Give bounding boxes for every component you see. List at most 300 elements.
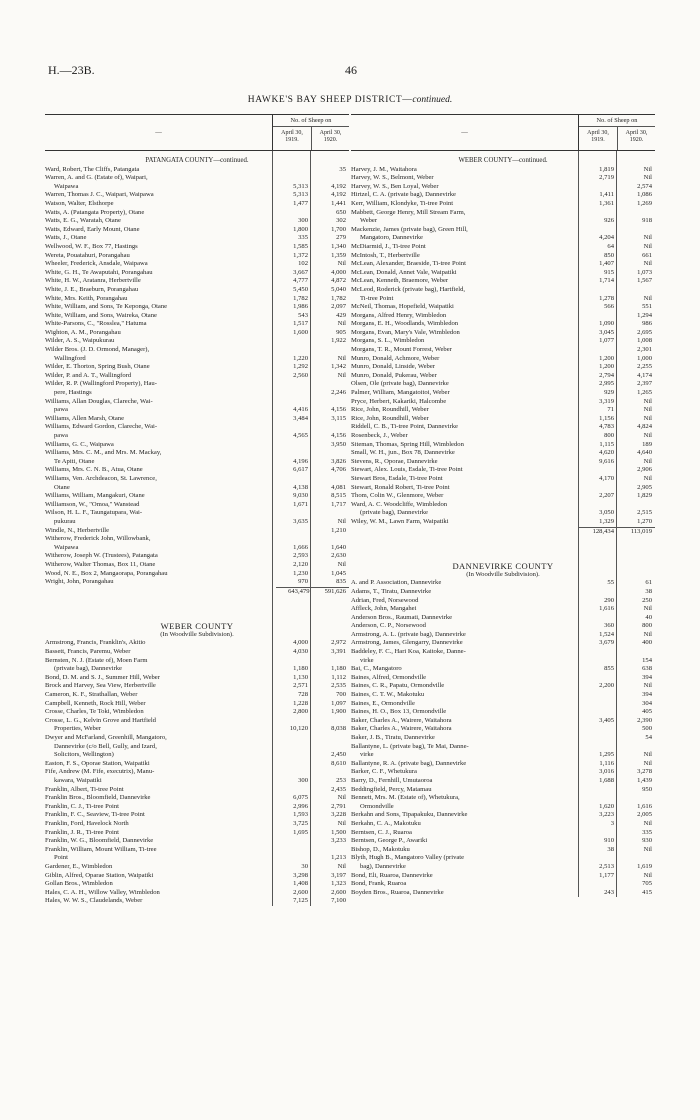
sheep-1919: 4,204: [599, 234, 614, 242]
sheep-1919: 4,565: [293, 432, 308, 439]
sheep-1919: 800: [604, 432, 614, 439]
sheep-1919: 2,513: [599, 862, 614, 870]
sheep-1920: 1,567: [637, 277, 652, 285]
sheep-1920: Nil: [337, 260, 346, 268]
table-row: [351, 398, 655, 407]
sheep-1919: 9,616: [599, 457, 614, 465]
table-row: [45, 846, 349, 863]
sheep-1920: 5,040: [331, 285, 346, 293]
table-row: [351, 880, 655, 889]
sheep-1919: 55: [607, 579, 614, 587]
sheep-1919: 4,620: [599, 449, 614, 457]
owner-name: Siteman, Thomas, Spring Hill, Wimbledon: [351, 440, 464, 448]
sheep-1919: 1,180: [293, 665, 308, 673]
sheep-1919: 2,794: [599, 371, 614, 379]
sheep-1919: 1,600: [293, 328, 308, 336]
table-row: [351, 622, 655, 631]
sheep-1920: 986: [642, 320, 652, 328]
sheep-1920: 2,301: [637, 346, 652, 354]
table-row: [351, 449, 655, 458]
owner-name: Stewart, Ronald Robert, Ti-tree Point: [351, 483, 450, 491]
owner-name: Adams, T., Tiratu, Dannevirke: [351, 587, 432, 595]
sheep-1919: 2,593: [293, 552, 308, 560]
table-row: [351, 183, 655, 192]
table-row: [351, 329, 655, 338]
owner-name: Baddeley, F. C., Hari Koa, Kaitoke, Danne- virke: [351, 648, 466, 664]
owner-name: Crosse, L. G., Kelvin Grove and Hartfield Properties, Weber: [45, 716, 156, 733]
sheep-1920: 1,616: [637, 802, 652, 810]
sheep-1920: 40: [645, 613, 652, 621]
table-row: [351, 432, 655, 441]
sheep-1920: 700: [336, 691, 346, 699]
table-row: [351, 682, 655, 691]
sheep-1920: 189: [642, 440, 652, 448]
table-row: [351, 209, 655, 226]
owner-name: Williams, Mrs. C. M., and Mrs. M. Mackay, Te Apiti, Otane: [45, 449, 162, 465]
owner-name: Rosenbeck, J., Weber: [351, 432, 408, 439]
sheep-1920: Nil: [643, 871, 652, 879]
owner-name: Ballantyne, L. (private bag), Te Mai, Danne- virke: [351, 742, 469, 759]
owner-name: Ward, A. C. Woodcliffe, Wimbledon (private bag), Dannevirke: [351, 500, 448, 517]
owner-name: Wilder, R. P. (Wallingford Property), Hau- pere, Hastings: [45, 380, 157, 397]
name-column-header: —: [155, 129, 162, 136]
table-row: [351, 518, 655, 527]
table-row: [351, 423, 655, 432]
sheep-1919: 3,484: [293, 414, 308, 422]
sheep-1920: Nil: [643, 260, 652, 268]
owner-name: Franklin, Ford, Havelock North: [45, 819, 129, 827]
table-row: [45, 329, 349, 338]
title-main: HAWKE'S BAY SHEEP DISTRICT—: [247, 95, 413, 105]
year-1920-header: April 30, 1920.: [311, 127, 349, 150]
sheep-1920: 4,156: [331, 432, 346, 439]
sheep-1920: 1,359: [331, 251, 346, 259]
section-subheading: (In Woodville Subdivision).: [160, 630, 234, 638]
sheep-1920: Nil: [643, 759, 652, 767]
owner-name: White, J. E., Braeburn, Porangahau: [45, 285, 139, 293]
sheep-1920: 1,265: [637, 389, 652, 397]
owner-name: Franklin, Albert, Ti-tree Point: [45, 785, 124, 793]
sheep-1920: 2,972: [331, 639, 346, 647]
left-table-body: [45, 151, 349, 906]
sheep-1920: 4,192: [331, 191, 346, 199]
sheep-1920: Nil: [337, 794, 346, 802]
sheep-1920: 1,086: [637, 191, 652, 199]
sheep-1920: Nil: [643, 174, 652, 182]
owner-name: Anderson Bros., Raumati, Dannevirke: [351, 613, 453, 621]
table-row: [45, 786, 349, 795]
sheep-1920: 304: [642, 699, 652, 707]
owner-name: Armstrong, James, Glengarry, Dannevirke: [351, 639, 463, 647]
sheep-1920: Nil: [643, 397, 652, 405]
sheep-1920: 4,706: [331, 466, 346, 474]
owner-name: Wilder, P. and A. T., Wallingford: [45, 371, 132, 379]
sheep-1920: 2,255: [637, 363, 652, 371]
sheep-1919: 1,372: [293, 251, 308, 259]
page-title: [0, 95, 700, 105]
sheep-1920: 279: [336, 234, 346, 242]
sheep-1919: 7,125: [293, 897, 308, 905]
sheep-1920: 3,228: [331, 811, 346, 819]
table-row: [351, 811, 655, 820]
sheep-1920: 835: [336, 578, 346, 586]
sheep-1920: 2,515: [637, 509, 652, 517]
owner-name: Palmer, William, Mangatoitoi, Weber: [351, 389, 450, 397]
owner-name: Berkahn and Sons, Tipapakuku, Dannevirke: [351, 811, 468, 819]
owner-name: Mackenzie, James (private bag), Green Hill, Mangatoro, Dannevirke: [351, 225, 468, 242]
table-row: [45, 829, 349, 838]
owner-name: Baker, J. B., Tiratu, Dannevirke: [351, 734, 435, 741]
sheep-1919: 3,667: [293, 268, 308, 276]
table-row: [351, 605, 655, 614]
table-row: [45, 415, 349, 424]
table-row: [351, 648, 655, 665]
sheep-1919: 915: [604, 268, 614, 276]
sheep-1920: 1,323: [331, 880, 346, 888]
table-row: [45, 295, 349, 304]
owner-name: Baines, Alfred, Ormondville: [351, 673, 427, 681]
owner-name: Thom, Colin W., Glenmore, Weber: [351, 492, 444, 500]
table-row: [45, 217, 349, 226]
sheep-1920: 500: [642, 725, 652, 733]
sheep-1920: 2,905: [637, 483, 652, 491]
table-row: [45, 734, 349, 760]
sheep-1920: 302: [336, 217, 346, 225]
total-1920: 591,626: [313, 587, 350, 597]
sheep-1919: 1,477: [293, 199, 308, 207]
owner-name: Morgans, Evan, Mary's Vale, Wimbledon: [351, 328, 460, 336]
table-row: [45, 552, 349, 561]
sheep-1919: 1,800: [293, 225, 308, 233]
table-row: [351, 286, 655, 303]
table-row: [351, 346, 655, 355]
table-row: [351, 166, 655, 175]
sheep-1920: 2,630: [331, 552, 346, 560]
table-row: [351, 794, 655, 811]
sheep-1920: 705: [642, 880, 652, 888]
sheep-1920: Nil: [643, 630, 652, 638]
owner-name: Bassett, Francis, Paremu, Weber: [45, 648, 131, 656]
sheep-1919: 1,620: [599, 802, 614, 810]
table-row: [351, 760, 655, 769]
table-row: [45, 872, 349, 881]
sheep-1920: 1,342: [331, 363, 346, 371]
sheep-1920: 905: [336, 328, 346, 336]
sheep-1919: 3,045: [599, 328, 614, 336]
table-row: [45, 441, 349, 450]
owner-name: Warren, Thomas J. C., Waipari, Waipawa: [45, 191, 154, 199]
sheep-1919: 926: [604, 217, 614, 225]
sheep-1920: 1,045: [331, 569, 346, 577]
table-row: [45, 191, 349, 200]
sheep-1920: 1,441: [331, 199, 346, 207]
sheep-1919: 1,115: [599, 440, 614, 448]
sheep-1920: 2,906: [637, 466, 652, 474]
owner-name: Anderson, C. P., Norsewood: [351, 622, 426, 630]
sheep-1919: 1,228: [293, 699, 308, 707]
sheep-1920: Nil: [337, 517, 346, 525]
sheep-1919: 1,156: [599, 414, 614, 422]
table-header: [351, 114, 655, 151]
sheep-1919: 6,075: [293, 794, 308, 802]
table-row: [45, 837, 349, 846]
table-row: [351, 226, 655, 243]
table-row: [45, 174, 349, 191]
sheep-1920: 405: [642, 708, 652, 716]
table-row: [351, 415, 655, 424]
owner-name: McIntosh, T., Herbertville: [351, 251, 420, 259]
sheep-1919: 5,313: [293, 182, 308, 190]
sheep-1920: 3,278: [637, 768, 652, 776]
sheep-1920: 1,619: [637, 862, 652, 870]
sheep-1920: 3,826: [331, 457, 346, 465]
owner-name: Stevens, R., Oporae, Dannevirke: [351, 457, 438, 465]
table-row: [45, 561, 349, 570]
owner-name: Williamson, W., "Omoa," Wanstead: [45, 500, 140, 508]
sheep-1919: 4,783: [599, 423, 614, 431]
sheep-1920: 1,922: [331, 337, 346, 345]
sheep-1920: 61: [645, 579, 652, 587]
owner-name: McLeod, Roderick (private bag), Hartfield, Ti-tree Point: [351, 285, 466, 302]
owner-name: Munro, Donald, Linside, Weber: [351, 363, 435, 371]
owner-name: Gardener, E., Wimbledon: [45, 862, 113, 870]
table-row: [351, 725, 655, 734]
owner-name: Wood, N. E., Box 2, Mangaorapa, Porangahau: [45, 569, 168, 577]
sheep-1919: 4,196: [293, 457, 308, 465]
sheep-1919: 2,120: [293, 560, 308, 568]
document-code: H.—23B.: [48, 63, 95, 77]
sheep-1920: Nil: [337, 819, 346, 827]
sheep-count-header: No. of Sheep on: [579, 115, 655, 127]
owner-name: Easton, F. S., Oporae Station, Waipatiki: [45, 759, 150, 767]
sheep-1920: 4,174: [637, 371, 652, 379]
owner-name: Baker, Charles A., Wairere, Waitahora: [351, 716, 452, 724]
owner-name: Williams, Ven. Archdeacon, St. Lawrence, Otane: [45, 474, 157, 491]
sheep-1919: 1,230: [293, 569, 308, 577]
sheep-1919: 2,995: [599, 380, 614, 388]
sheep-1920: 2,695: [637, 328, 652, 336]
sheep-1920: 1,270: [637, 517, 652, 525]
total-row: [351, 527, 655, 537]
sheep-1919: 1,411: [599, 191, 614, 199]
name-column-header: —: [461, 129, 468, 136]
table-row: [45, 166, 349, 175]
sheep-1920: 4,156: [331, 406, 346, 414]
owner-name: Witherow, Joseph W. (Trustees), Patangata: [45, 552, 158, 560]
section-heading: PATANGATA COUNTY—continued.: [145, 157, 249, 164]
sheep-1919: 1,666: [293, 543, 308, 551]
table-row: [351, 854, 655, 871]
owner-name: Watts, Edward, Early Mount, Otane: [45, 225, 140, 233]
sheep-1920: 8,610: [331, 759, 346, 767]
table-row: [351, 614, 655, 623]
sheep-1920: 800: [642, 622, 652, 630]
sheep-1919: 1,090: [599, 320, 614, 328]
table-row: [45, 363, 349, 372]
owner-name: Wright, John, Porangahau: [45, 578, 114, 586]
table-row: [45, 380, 349, 397]
table-row: [351, 708, 655, 717]
table-row: [45, 509, 349, 526]
owner-name: White, William, and Sons, Te Keponga, Otane: [45, 303, 168, 311]
sheep-1920: 2,450: [331, 751, 346, 759]
table-row: [351, 441, 655, 450]
owner-name: Wilder, A. S., Waipukurau: [45, 337, 115, 345]
owner-name: Berntsen, George P., Awariki: [351, 837, 428, 845]
owner-name: Williams, Mrs. C. N. B., Atua, Otane: [45, 466, 143, 474]
table-row: [351, 200, 655, 209]
owner-name: Affleck, John, Mangahei: [351, 605, 417, 613]
owner-name: Adrian, Fred, Norsewood: [351, 596, 419, 604]
table-row: [351, 458, 655, 467]
table-row: [351, 743, 655, 760]
sheep-1920: Nil: [643, 682, 652, 690]
table-row: [351, 380, 655, 389]
sheep-1919: 970: [298, 578, 308, 586]
owner-name: McLean, Donald, Annet Vale, Waipatiki: [351, 268, 457, 276]
sheep-1919: 71: [607, 406, 614, 414]
table-row: [45, 682, 349, 691]
table-row: [351, 484, 655, 493]
right-table-body: [351, 151, 655, 897]
owner-name: Morgans, T. R., Mount Forrest, Weber: [351, 346, 452, 354]
sheep-1919: 2,207: [599, 492, 614, 500]
table-row: [351, 734, 655, 743]
table-header: [45, 114, 349, 151]
table-row: [351, 277, 655, 286]
sheep-1919: 3,050: [599, 509, 614, 517]
owner-name: Wighton, A. M., Porangahau: [45, 328, 121, 336]
sheep-1920: Nil: [643, 294, 652, 302]
sheep-1919: 1,220: [293, 354, 308, 362]
table-row: [351, 837, 655, 846]
sheep-1919: 1,130: [293, 673, 308, 681]
owner-name: Franklin, W. G., Bloomfield, Dannevirke: [45, 837, 154, 845]
owner-name: Bernsten, N. J. (Estate of), Moen Farm (private bag), Dannevirke: [45, 656, 148, 673]
sheep-1919: 3: [610, 819, 614, 827]
sheep-1919: 2,571: [293, 682, 308, 690]
owner-name: Gollan Bros., Wimbledon: [45, 880, 113, 888]
table-row: [351, 260, 655, 269]
table-row: [45, 708, 349, 717]
sheep-1919: 1,671: [293, 500, 308, 508]
owner-name: Bishop, D., Makotuku: [351, 845, 410, 853]
sheep-1920: 8,038: [331, 725, 346, 733]
sheep-1920: 950: [642, 785, 652, 793]
table-row: [351, 191, 655, 200]
table-row: [45, 691, 349, 700]
sheep-1919: 10,120: [289, 725, 308, 733]
sheep-1920: 1,340: [331, 242, 346, 250]
sheep-1920: Nil: [337, 862, 346, 870]
table-row: [351, 829, 655, 838]
sheep-1919: 1,292: [293, 363, 308, 371]
table-row: [351, 588, 655, 597]
table-row: [45, 398, 349, 415]
sheep-1919: 3,679: [599, 639, 614, 647]
sheep-1919: 1,200: [599, 354, 614, 362]
right-column: [351, 114, 655, 897]
sheep-1920: 1,294: [637, 311, 652, 319]
sheep-1919: 566: [604, 303, 614, 311]
sheep-1920: 3,115: [331, 414, 346, 422]
sheep-1920: 4,192: [331, 182, 346, 190]
table-row: [45, 423, 349, 440]
owner-name: Williams, G. C., Waipawa: [45, 440, 114, 448]
owner-name: Beddingfield, Percy, Matamau: [351, 785, 432, 793]
owner-name: Pryce, Herbert, Kakariki, Halcombe: [351, 397, 447, 405]
sheep-1920: 38: [645, 587, 652, 595]
table-row: [351, 674, 655, 683]
table-row: [45, 277, 349, 286]
table-row: [45, 234, 349, 243]
owner-name: Warren, A. and G. (Estate of), Waipari, Waipawa: [45, 174, 148, 190]
sheep-1920: 2,397: [637, 380, 652, 388]
sheep-1919: 3,635: [293, 517, 308, 525]
owner-name: White, G. H., Te Awaputahi, Porangahau: [45, 268, 153, 276]
owner-name: Hales, C. A. H., Willow Valley, Wimbledon: [45, 888, 160, 896]
table-row: [351, 312, 655, 321]
table-row: [351, 501, 655, 518]
owner-name: Munro, Donald, Achmore, Weber: [351, 354, 440, 362]
sheep-1920: 4,824: [637, 423, 652, 431]
sheep-1920: 54: [645, 734, 652, 741]
owner-name: McDiarmid, J., Ti-tree Point: [351, 242, 426, 250]
owner-name: A. and P. Association, Dannevirke: [351, 579, 442, 587]
table-row: [45, 243, 349, 252]
sheep-1919: 3,725: [293, 819, 308, 827]
owner-name: Berkahn, C. A., Makotuku: [351, 819, 421, 827]
sheep-1920: 400: [642, 639, 652, 647]
owner-name: Morgans, Alfred Henry, Wimbledon: [351, 311, 447, 319]
sheep-1919: 1,077: [599, 337, 614, 345]
sheep-1919: 3,319: [599, 397, 614, 405]
table-row: [45, 200, 349, 209]
sheep-1920: Nil: [337, 560, 346, 568]
section-subheading: (In Woodville Subdivision).: [466, 570, 540, 578]
year-1919-header: April 30, 1919.: [587, 130, 609, 143]
sheep-1920: 930: [642, 837, 652, 845]
table-row: [351, 579, 655, 588]
table-row: [351, 363, 655, 372]
sheep-1919: 3,298: [293, 871, 308, 879]
table-row: [45, 226, 349, 235]
table-row: [351, 846, 655, 855]
owner-name: McNeil, Thomas, Hopefield, Waipatiki: [351, 303, 454, 311]
sheep-1920: 551: [642, 303, 652, 311]
sheep-1919: 1,407: [599, 260, 614, 268]
owner-name: Franklin, F. C., Seaview, Ti-tree Point: [45, 811, 145, 819]
sheep-1919: 929: [604, 389, 614, 397]
sheep-1920: 3,391: [331, 648, 346, 656]
sheep-1920: 35: [339, 165, 346, 173]
sheep-1920: Nil: [643, 242, 652, 250]
sheep-1919: 855: [604, 665, 614, 673]
table-row: [351, 639, 655, 648]
sheep-1920: 4,640: [637, 449, 652, 457]
owner-name: Rice, John, Roundhill, Weber: [351, 406, 429, 414]
owner-name: Hales, W. W. S., Claudelands, Weber: [45, 897, 143, 905]
sheep-1920: 1,213: [331, 854, 346, 862]
total-row: [45, 587, 349, 597]
sheep-1920: 7,100: [331, 897, 346, 905]
table-row: [45, 209, 349, 218]
sheep-1919: 1,688: [599, 776, 614, 784]
table-row: [351, 252, 655, 261]
table-row: [45, 320, 349, 329]
sheep-1920: 650: [336, 208, 346, 216]
sheep-1919: 360: [604, 622, 614, 630]
